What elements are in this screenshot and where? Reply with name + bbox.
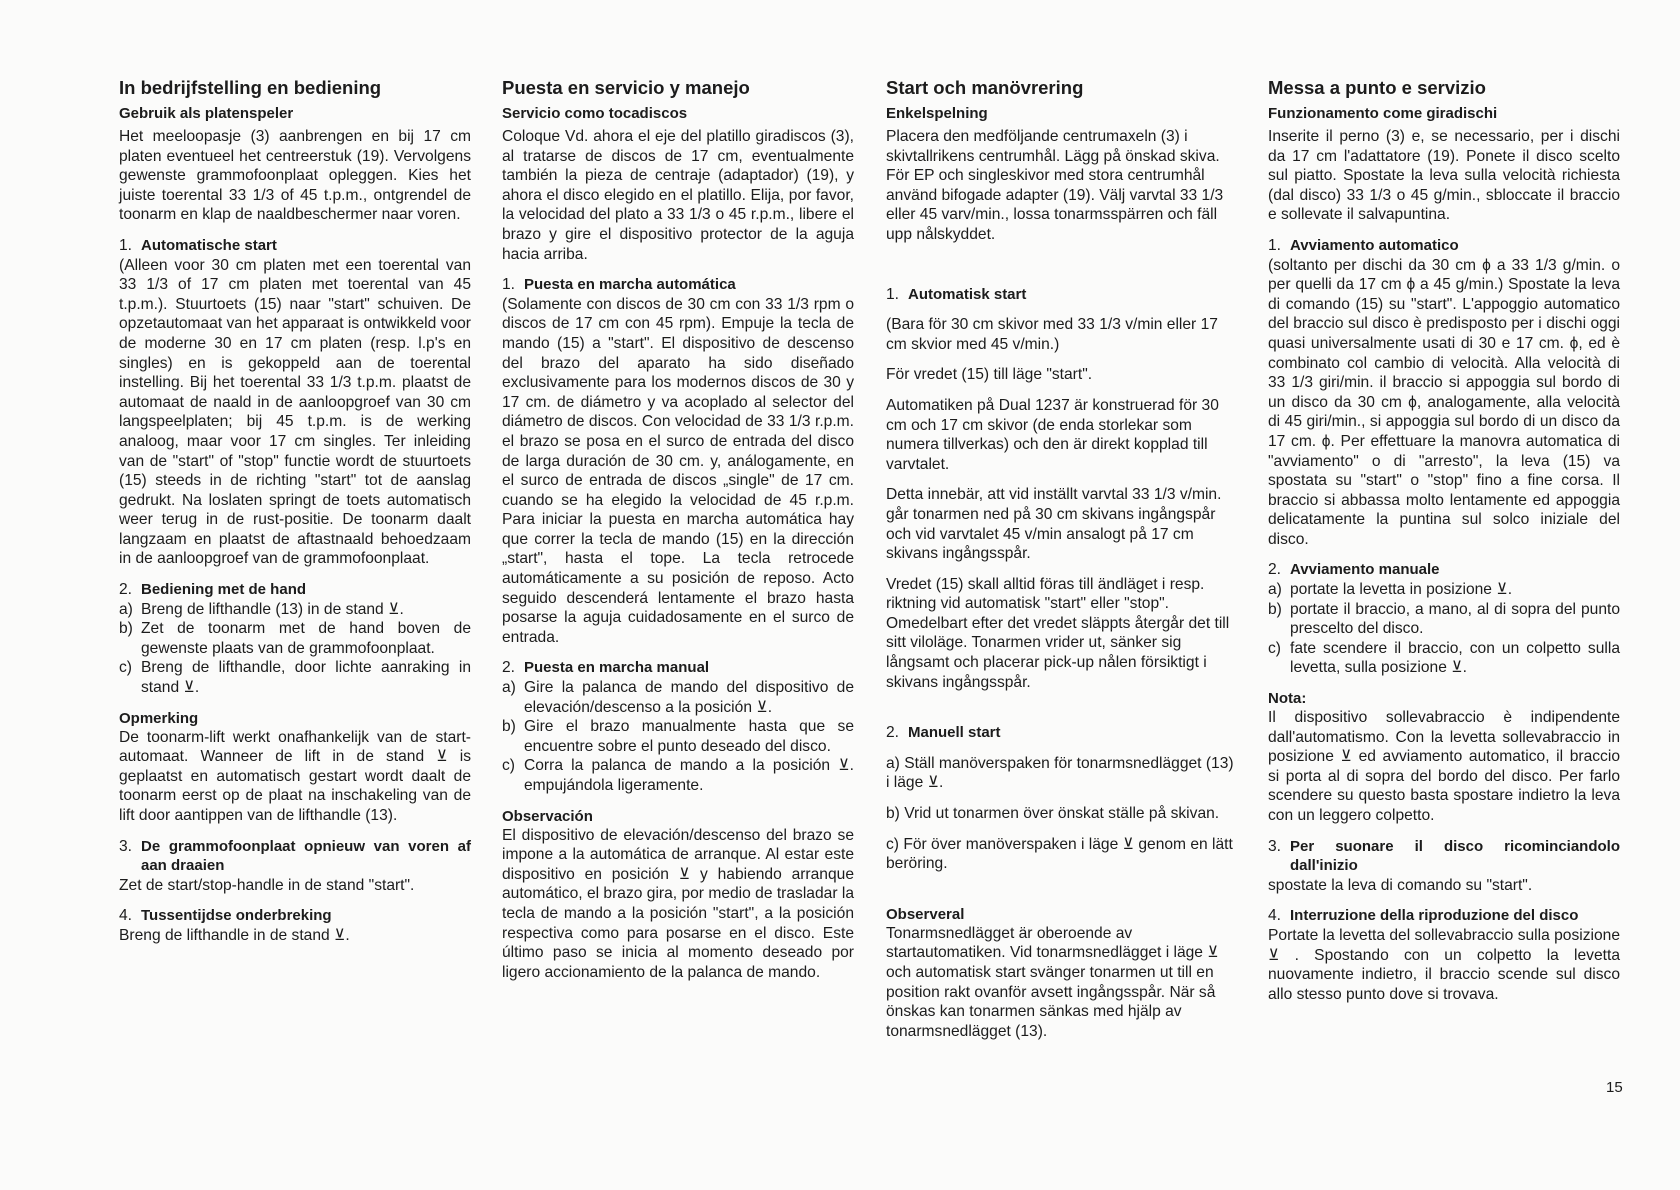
step-title: Puesta en marcha automática bbox=[524, 276, 736, 294]
step-4-text: Breng de lifthandle in de stand ⊻. bbox=[119, 926, 350, 944]
step-3-text: Zet de start/stop-handle in de stand "start". bbox=[119, 876, 415, 894]
step-title: De grammofoonplaat opnieuw van voren af aan draaien bbox=[141, 837, 471, 875]
list-marker: c) bbox=[119, 659, 132, 677]
section-title: Messa a punto e servizio bbox=[1268, 77, 1486, 98]
intro-paragraph: Coloque Vd. ahora el eje del platillo giradiscos (3), al tratarse de discos de 17 cm, eventualmente también la pieza de centraje (adaptador) (19), y ahora el disco elegido en el platillo. Elija, por favor, la velocidad del plato a 33 1/3 o 45 r.p.m., libere el brazo y gire el dispositivo protector de la aguja hacia arriba. bbox=[502, 128, 854, 263]
note-text: Il dispositivo sollevabraccio è indipendente dall'automatismo. Con la levetta sollevabraccio in posizione ⊻ ed avviamento automatico, il braccio si porta al di sopra del bordo del disco. Per farlo scendere su questo basta spostare indietro la leva con un leggero colpetto. bbox=[1268, 709, 1620, 824]
list-text: Zet de toonarm met de hand boven de gewenste plaats van de grammofoonplaat. bbox=[141, 620, 471, 657]
step-1-paragraph: Automatiken på Dual 1237 är konstruerad för 30 cm och 17 cm skivor (de enda storlekar som numera tillverkas) och den är direkt kopplad till varvtalet. bbox=[886, 396, 1219, 473]
list-item bbox=[119, 658, 471, 697]
list-marker: b) bbox=[502, 718, 516, 736]
list-marker: a) bbox=[119, 600, 133, 618]
step-number: 1. bbox=[502, 276, 516, 294]
step-1-text: (Solamente con discos de 30 cm con 33 1/3 rpm o discos de 17 cm con 45 rpm). Empuje la tecla de mando (15) a "start". El dispositivo de descenso del brazo del aparato ha sido diseñado exclusivamente para los modernos discos de 30 y 17 cm. de diámetro y va acoplado al selector del diámetro de discos. Con velocidad de 33 1/3 r.p.m. el brazo se posa en el surco de entrada del disco de larga duración de 30 cm. y, análogamente, en el surco de entrada de discos „single" de 17 cm. cuando se ha elegido la velocidad de 45 r.p.m. Para iniciar la puesta en marcha automática hay que correr la tecla de mando (15) en la dirección „start", hasta el tope. La tecla retrocede automáticamente a su posición de reposo. Acto seguido descenderá lentamente el brazo hasta posarse la aguja cuidadosamente en el surco de entrada. bbox=[502, 295, 854, 646]
step-2-heading bbox=[886, 723, 1238, 743]
step-number: 1. bbox=[1268, 236, 1282, 254]
list-item bbox=[502, 756, 854, 795]
list-marker: b) bbox=[119, 620, 133, 638]
list-item bbox=[1268, 580, 1620, 600]
step-number: 2. bbox=[886, 724, 900, 742]
step-2-item: c) För över manöverspaken i läge ⊻ genom en lätt beröring. bbox=[886, 835, 1233, 873]
list-text: fate scendere il braccio, con un colpetto sulla levetta, sulla posizione ⊻. bbox=[1290, 639, 1620, 677]
column-italian bbox=[1268, 76, 1620, 1004]
step-number: 3. bbox=[119, 837, 133, 855]
step-title: Manuell start bbox=[908, 724, 1001, 742]
note-title: Nota: bbox=[1268, 690, 1307, 708]
step-3-heading bbox=[1268, 837, 1620, 876]
step-1-paragraph: (Bara för 30 cm skivor med 33 1/3 v/min eller 17 cm skvior med 45 v/min.) bbox=[886, 316, 1218, 353]
step-number: 3. bbox=[1268, 837, 1282, 855]
step-1-text: (soltanto per dischi da 30 cm ϕ a 33 1/3 g/min. o per quelli da 17 cm ϕ a 45 g/min.) Spostate la leva di comando (15) su "start". L'appoggio automatico del braccio sul disco è predisposto per i dischi oggi quasi universalmente usati di 30 e 17 cm. ϕ, ed è combinato col cambio di velocità. Alla velocità di 33 1/3 giri/min. il braccio si appoggia sul bordo di un disco da 30 cm ϕ, analogamente, alla velocità di 45 giri/min., si appoggia sul bordo di un disco da 17 cm. ϕ. Per effettuare la manovra automatica di "avviamento" o di "arresto", la leva (15) va spostata su "start" o "stop" fino a fine corsa. Il braccio si abbassa molto lentamente ed appoggia delicatamente la puntina sul solco iniziale del disco. bbox=[1268, 256, 1620, 548]
list-item bbox=[502, 678, 854, 717]
list-marker: c) bbox=[1268, 639, 1281, 657]
list-marker: a) bbox=[1268, 581, 1282, 599]
step-title: Avviamento automatico bbox=[1290, 236, 1459, 254]
step-2-heading bbox=[119, 580, 471, 600]
section-title: In bedrijfstelling en bediening bbox=[119, 77, 382, 98]
step-number: 2. bbox=[119, 581, 133, 599]
step-2-heading bbox=[1268, 560, 1620, 580]
note-text: Tonarmsnedlägget är oberoende av startautomatiken. Vid tonarmsnedlägget i läge ⊻ och automatisk start svänger tonarmen ut till en position rakt ovanför avsett ingångsspår. När så önskas kan tonarmen sänkas med hjälp av tonarmsnedlägget (13). bbox=[886, 924, 1219, 1040]
step-1-paragraph: Vredet (15) skall alltid föras till ändläget i resp. riktning vid automatisk "start" eller "stop". Omedelbart efter det vredet släppts återgår det till sitt viloläge. Tonarmen vrider ut, sänker sig långsamt och placerar pick-up nålen försiktigt i skivans ingångsspår. bbox=[886, 575, 1230, 691]
intro-paragraph: Placera den medföljande centrumaxeln (3) i skivtallrikens centrumhål. Lägg på önskad skiva. För EP och singleskivor med stora centrumhål använd bifogade adapter (19). Välj varvtal 33 1/3 eller 45 varv/min., lossa tonarmsspärren och fäll upp nålskyddet. bbox=[886, 128, 1224, 243]
step-1-heading bbox=[886, 285, 1238, 305]
step-title: Puesta en marcha manual bbox=[524, 659, 710, 677]
intro-paragraph: Inserite il perno (3) e, se necessario, per i dischi da 17 cm l'adattatore (19). Ponete il disco scelto sul piatto. Spostate la leva sulla velocità richiesta (dal disco) 33 1/3 o 45 g/min., sbloccate il braccio e sollevate il salvapuntina. bbox=[1268, 128, 1620, 224]
column-spanish bbox=[502, 76, 854, 982]
list-text: portate il braccio, a mano, al di sopra del punto prescelto del disco. bbox=[1290, 600, 1620, 638]
step-2-item: b) Vrid ut tonarmen över önskat ställe på skivan. bbox=[886, 805, 1220, 823]
step-number: 1. bbox=[119, 236, 133, 254]
subsection-title: Enkelspelning bbox=[886, 105, 988, 122]
step-1-paragraph: Detta innebär, att vid inställt varvtal 33 1/3 v/min. går tonarmen ned på 30 cm skivans ingångspår och vid varvtalet 45 v/min ansalogt på 17 cm skivans ingångsspår. bbox=[886, 486, 1222, 563]
note-title: Observeral bbox=[886, 905, 965, 923]
step-2-heading bbox=[502, 658, 854, 678]
list-item bbox=[1268, 600, 1620, 639]
section-title: Puesta en servicio y manejo bbox=[502, 77, 750, 98]
step-title: Per suonare il disco ricominciandolo dall'inizio bbox=[1290, 837, 1620, 875]
list-text: Gire la palanca de mando del dispositivo de elevación/descenso a la posición ⊻. bbox=[524, 679, 854, 716]
step-title: Interruzione della riproduzione del disco bbox=[1290, 907, 1579, 925]
step-4-heading bbox=[119, 906, 471, 926]
step-title: Automatisk start bbox=[908, 285, 1027, 303]
section-title: Start och manövrering bbox=[886, 77, 1084, 98]
step-4-heading bbox=[1268, 906, 1620, 926]
step-3-heading bbox=[119, 837, 471, 876]
list-text: Breng de lifthandle (13) in de stand ⊻. bbox=[141, 600, 404, 618]
step-1-text: (Alleen voor 30 cm platen met een toerental van 33 1/3 of 17 cm platen met toerental van 45 t.p.m.). Stuurtoets (15) naar "start" schuiven. De opzetautomaat van het apparaat is ontwikkeld voor de moderne 30 en 17 cm platen (resp. l.p's en singles) en is gekoppeld aan de toerental instelling. Bij het toerental 33 1/3 t.p.m. plaatst de automaat de naald in de aanloopgroef van 30 cm langspeelplaten; bij 45 t.p.m. is de werking analoog, maar voor 17 cm singles. Ter inleiding van de "start" of "stop" functie wordt de stuurtoets (15) steeds in de richting "start" tot de aanslag gedrukt. Na loslaten springt de toets automatisch weer terug in de rust-positie. De toonarm daalt langzaam en plaatst de aftastnaald behoedzaam in de aanloopgroef van de grammofoonplaat. bbox=[119, 256, 471, 568]
list-marker: a) bbox=[502, 679, 516, 697]
note-title: Observación bbox=[502, 807, 593, 825]
step-number: 4. bbox=[1268, 907, 1282, 925]
list-item bbox=[502, 717, 854, 756]
step-1-heading bbox=[502, 275, 854, 295]
step-number: 2. bbox=[1268, 561, 1282, 579]
step-number: 2. bbox=[502, 659, 516, 677]
list-text: Gire el brazo manualmente hasta que se encuentre sobre el punto deseado del disco. bbox=[524, 718, 854, 755]
list-text: portate la levetta in posizione ⊻. bbox=[1290, 581, 1513, 599]
list-item bbox=[119, 600, 471, 620]
subsection-title: Servicio como tocadiscos bbox=[502, 105, 688, 122]
note-text: De toonarm-lift werkt onafhankelijk van de start-automaat. Wanneer de lift in de stand ⊻ is geplaatst en automatisch gestart wordt daalt de toonarm eerst op de plaat na inschakeling van de lift door aantippen van de lifthandle (13). bbox=[119, 728, 471, 824]
step-title: Avviamento manuale bbox=[1290, 561, 1440, 579]
subsection-title: Funzionamento come giradischi bbox=[1268, 105, 1498, 122]
list-marker: b) bbox=[1268, 600, 1282, 618]
step-title: Bediening met de hand bbox=[141, 581, 307, 599]
list-text: Corra la palanca de mando a la posición ⊻. empujándola ligeramente. bbox=[524, 757, 854, 794]
step-number: 1. bbox=[886, 285, 900, 303]
list-item bbox=[119, 619, 471, 658]
step-4-text: Portate la levetta del sollevabraccio sulla posizione ⊻ . Spostando con un colpetto la levetta nuovamente indietro, il braccio scende sul disco allo stesso punto dove si trovava. bbox=[1268, 926, 1620, 1003]
list-marker: c) bbox=[502, 757, 515, 775]
step-2-item: a) Ställ manöverspaken för tonarmsnedlägget (13) i läge ⊻. bbox=[886, 754, 1234, 792]
column-swedish bbox=[886, 76, 1238, 1041]
step-1-paragraph: För vredet (15) till läge "start". bbox=[886, 366, 1093, 384]
intro-paragraph: Het meeloopasje (3) aanbrengen en bij 17 cm platen eventueel het centreerstuk (19). Vervolgens gewenste grammofoonplaat opleggen. Kies het juiste toerental 33 1/3 of 45 t.p.m., ontgrendel de toonarm en klap de naaldbeschermer naar voren. bbox=[119, 128, 471, 224]
list-text: Breng de lifthandle, door lichte aanraking in stand ⊻. bbox=[141, 659, 471, 697]
page-number: 15 bbox=[1606, 1079, 1623, 1096]
step-title: Tussentijdse onderbreking bbox=[141, 907, 332, 925]
note-text: El dispositivo de elevación/descenso del brazo se impone a la automática de arranque. Al estar este dispositivo en posición ⊻ y habiendo arranque automático, el brazo gira, por medio de trasladar la tecla de mando a la posición "start", a la posición respectiva como para posarse en el disco. Este último paso se inicia al momento deseado por ligero accionamiento de la palanca de mando. bbox=[502, 826, 854, 981]
column-dutch bbox=[119, 76, 471, 946]
step-1-heading bbox=[1268, 236, 1620, 256]
list-item bbox=[1268, 639, 1620, 678]
step-3-text: spostate la leva di comando su "start". bbox=[1268, 876, 1533, 894]
step-1-heading bbox=[119, 236, 471, 256]
note-title: Opmerking bbox=[119, 709, 199, 727]
step-title: Automatische start bbox=[141, 236, 277, 254]
step-number: 4. bbox=[119, 907, 133, 925]
subsection-title: Gebruik als platenspeler bbox=[119, 105, 294, 122]
